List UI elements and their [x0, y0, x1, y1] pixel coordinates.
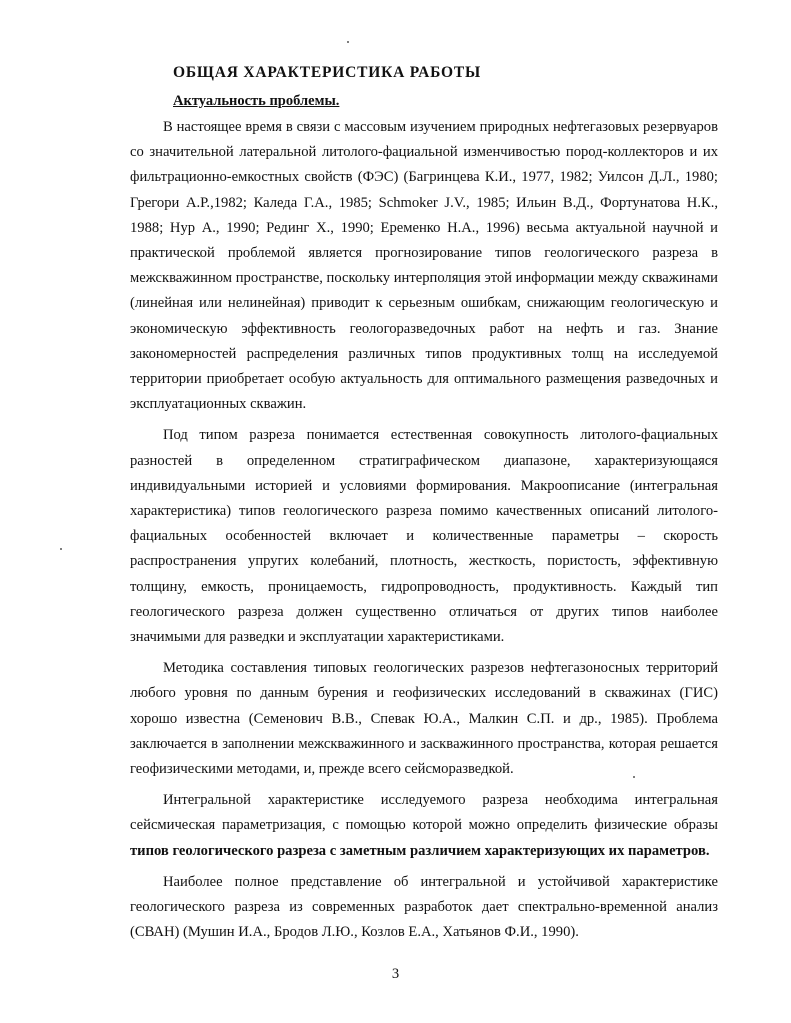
paragraph-2: Под типом разреза понимается естественная совокупность литолого-фациальных разностей в определенном стратиграфическом диапазоне, характеризующаяся индивидуальными историей и условиями формирования. Макроописание (интегральная характеристика) типов геологического разреза помимо качественных описаний литолого-фациальных особенностей включает и количественные параметры – скорость распространения упругих колебаний, плотность, жесткость, пористость, эффективную толщину, емкость, проницаемость, гидропроводность, продуктивность. Каждый тип геологического разреза должен существенно отличаться от других типов наиболее значимыми для разведки и эксплуатации характеристиками.: [130, 427, 718, 646]
paragraph-5: Наиболее полное представление об интегральной и устойчивой характеристике геологического разреза из современных разработок дает спектрально-временной анализ (СВАН) (Мушин И.А., Бродов Л.Ю., Козлов Е.А., Хатьянов Ф.И., 1990).: [130, 873, 718, 941]
scan-speck: [347, 41, 349, 43]
body-text: [130, 115, 718, 952]
scan-speck: [633, 776, 635, 778]
paragraph-4-emphasis: типов геологического разреза с заметным различием характеризующих их параметров.: [130, 842, 710, 859]
paragraph-1: В настоящее время в связи с массовым изучением природных нефтегазовых резервуаров со значительной латеральной литолого-фациальной изменчивостью пород-коллекторов и их фильтрационно-емкостных свойств (ФЭС) (Багринцева К.И., 1977, 1982; Уилсон Д.Л., 1980; Грегори А.Р.,1982; Каледа Г.А., 1985; Schmoker J.V., 1985; Ильин В.Д., Фортунатова Н.К., 1988; Нур А., 1990; Рединг Х., 1990; Еременко Н.А., 1996) весьма актуальной научной и практической проблемой является прогнозирование типов геологического разреза в межскважинном пространстве, поскольку интерполяция этой информации между скважинами (линейная или нелинейная) приводит к серьезным ошибкам, снижающим геологическую и экономическую эффективность геологоразведочных работ на нефть и газ. Знание закономерностей распределения различных типов продуктивных толщ на исследуемой территории приобретает особую актуальность для оптимального размещения разведочных и эксплуатационных скважин.: [130, 119, 718, 413]
paragraph-4: [130, 788, 718, 864]
paragraph-3: Методика составления типовых геологических разрезов нефтегазоносных территорий любого уровня по данным бурения и геофизических исследований в скважинах (ГИС) хорошо известна (Семенович В.В., Спевак Ю.А., Малкин С.П. и др., 1985). Проблема заключается в заполнении межскважинного и засквaжинного пространства, которая решается геофизическими методами, и, прежде всего сейсморазведкой.: [130, 660, 718, 778]
paragraph-4-text: Интегральной характеристике исследуемого разреза необходима интегральная сейсмическая параметризация, с помощью которой можно определить физические образы: [130, 792, 718, 834]
page-number: 3: [391, 966, 400, 982]
subsection-heading: Актуальность проблемы.: [173, 93, 340, 109]
scan-speck: [60, 548, 62, 550]
section-heading: ОБЩАЯ ХАРАКТЕРИСТИКА РАБОТЫ: [173, 64, 482, 81]
